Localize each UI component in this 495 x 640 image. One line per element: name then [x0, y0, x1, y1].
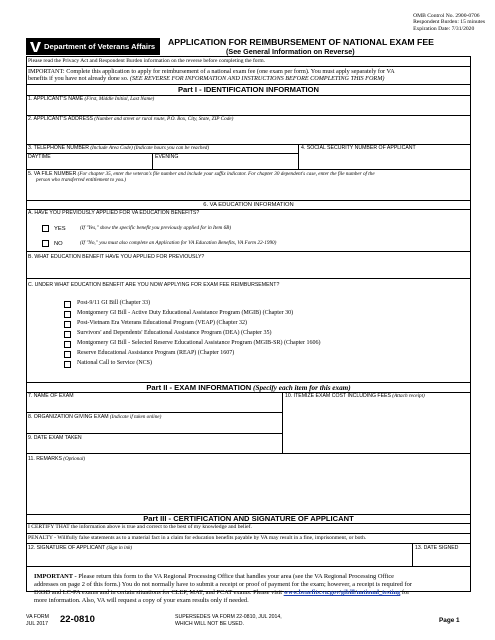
- omb-expiration: Expiration Date: 7/31/2020: [413, 25, 475, 32]
- question-6b: B. WHAT EDUCATION BENEFIT HAVE YOU APPLIED FOR PREVIOUSLY?: [28, 254, 205, 260]
- signature-field[interactable]: [26, 543, 412, 566]
- exam-name-label: 7. NAME OF EXAM: [28, 393, 74, 399]
- applicant-name-label: 1. APPLICANT'S NAME: [28, 96, 84, 102]
- important-note-label: IMPORTANT -: [34, 573, 77, 580]
- benefit-checkbox[interactable]: [64, 311, 71, 318]
- privacy-notice: Please read the Privacy Act and Respondent Burden information on the reverse before completing the form.: [28, 58, 266, 64]
- divider: [26, 533, 471, 534]
- organization-field[interactable]: [26, 412, 282, 433]
- signature-label: 12. SIGNATURE OF APPLICANT: [28, 545, 106, 551]
- benefit-checkbox[interactable]: [64, 351, 71, 358]
- section6-header: 6. VA EDUCATION INFORMATION: [203, 202, 294, 208]
- va-file-number-hint-2: person who transferred entitlement to you.): [36, 177, 127, 183]
- important-text-3: (SEE REVERSE FOR INFORMATION AND INSTRUCTIONS BEFORE COMPLETING THIS FORM): [128, 75, 385, 83]
- important-label: IMPORTANT:: [28, 68, 65, 75]
- omb-burden: Respondent Burden: 15 minutes: [413, 19, 485, 26]
- va-file-number-label: 5. VA FILE NUMBER: [28, 171, 77, 177]
- footer-date: JUL 2017: [26, 621, 49, 627]
- telephone-label-row: [28, 146, 209, 152]
- telephone-label: 3. TELEPHONE NUMBER: [28, 145, 90, 151]
- previous-benefit-field[interactable]: [26, 251, 471, 278]
- important-note-line-1: Please return this form to the VA Regional Processing Office that handles your area (see the VA Regional Processing Office: [76, 573, 395, 580]
- important-note-line-4: more information. Also, VA will request a copy of your exam results only if needed.: [34, 597, 249, 604]
- divider: [26, 66, 471, 67]
- important-note-line-3: DSSD and LC-PA exams and in certain situations for CLEP, MAT, and PCAT exams. Please visit: [34, 589, 284, 596]
- date-signed-field[interactable]: [412, 543, 471, 566]
- date-exam-taken-label: 9. DATE EXAM TAKEN: [28, 435, 82, 441]
- daytime-label: DAYTIME: [28, 154, 51, 160]
- benefit-option: Montgomery GI Bill - Selected Reserve Educational Assistance Program (MGIB-SR) (Chapter 1606): [77, 340, 321, 346]
- divider: [26, 200, 471, 201]
- divider: [26, 566, 471, 567]
- footer-form-number: 22-0810: [60, 614, 95, 625]
- important-note: [34, 573, 412, 605]
- national-testing-link[interactable]: www.benefits.va.gov/gibill/national_testing: [283, 589, 401, 596]
- agency-logo-bar: [26, 38, 160, 55]
- applicant-name-hint: (First, Middle Initial, Last Name): [83, 96, 155, 102]
- va-file-number-field[interactable]: [26, 169, 471, 200]
- part2-header-title: Part II - EXAM INFORMATION: [146, 383, 252, 392]
- important-block: [28, 68, 395, 83]
- benefit-option: Post-9/11 GI Bill (Chapter 33): [77, 300, 151, 306]
- benefit-checkbox[interactable]: [64, 301, 71, 308]
- organization-label: 8. ORGANIZATION GIVING EXAM: [28, 414, 109, 420]
- important-note-line-2: addresses on page 2 of this form.) You do not normally have to submit a receipt or proof of payment for the exam; however, a receipt is required for: [34, 581, 412, 588]
- footer-page-number: Page 1: [439, 617, 460, 624]
- signature-hint: (Sign in ink): [105, 545, 133, 551]
- part2-header: [26, 384, 471, 392]
- important-note-line-3-end: for: [400, 589, 410, 596]
- part3-header: Part III - CERTIFICATION AND SIGNATURE OF APPLICANT: [143, 514, 354, 523]
- agency-name: Department of Veterans Affairs: [44, 42, 156, 51]
- benefit-option: National Call to Service (NCS): [77, 360, 152, 366]
- important-text-1: Complete this application to apply for reimbursement of a national exam fee (one exam per form). You must apply separately for VA: [64, 68, 395, 75]
- remarks-field[interactable]: [26, 453, 471, 514]
- remarks-label: 11. REMARKS: [28, 456, 62, 462]
- benefit-checkbox[interactable]: [64, 341, 71, 348]
- organization-hint: (Indicate if taken online): [108, 414, 162, 420]
- date-exam-taken-field[interactable]: [26, 433, 282, 453]
- remarks-hint: (Optional): [61, 456, 86, 462]
- footer-va-form: VA FORM: [26, 614, 49, 620]
- footer-supersedes-2: WHICH WILL NOT BE USED.: [175, 621, 244, 627]
- benefit-option: Survivors' and Dependents' Educational Assistance Program (DEA) (Chapter 35): [77, 330, 272, 336]
- benefit-option: Reserve Educational Assistance Program (REAP) (Chapter 1607): [77, 350, 235, 356]
- date-signed-label: 13. DATE SIGNED: [415, 545, 459, 551]
- applicant-address-hint: (Number and street or rural route, P.O. Box, City, State, ZIP Code): [93, 116, 234, 122]
- important-text-2: benefits if you have not already done so.: [28, 75, 129, 83]
- telephone-hint: (Include Area Code) (Indicate hours you can be reached): [89, 145, 210, 151]
- benefit-option: Montgomery GI Bill - Active Duty Educational Assistance Program (MGIB) (Chapter 30): [77, 310, 294, 316]
- question-6a: A. HAVE YOU PREVIOUSLY APPLIED FOR VA EDUCATION BENEFITS?: [28, 210, 200, 216]
- question-6c: C. UNDER WHAT EDUCATION BENEFIT ARE YOU NOW APPLYING FOR EXAM FEE REIMBURSEMENT?: [28, 282, 280, 288]
- yes-hint: (If "Yes," show the specific benefit you previously applied for in Item 6B): [80, 225, 232, 231]
- form-subtitle: (See General Information on Reverse): [226, 47, 355, 56]
- form-title: APPLICATION FOR REIMBURSEMENT OF NATIONAL EXAM FEE: [168, 37, 434, 47]
- no-hint: (If "No," you must also complete an Application for VA Education Benefits, VA Form 22-1990): [80, 240, 277, 246]
- exam-name-field[interactable]: [26, 392, 282, 412]
- certify-statement: I CERTIFY THAT the information above is true and correct to the best of my knowledge and belief.: [28, 524, 252, 530]
- part2-header-hint: (Specify each item for this exam): [251, 384, 351, 392]
- evening-label: EVENING: [155, 154, 179, 160]
- part1-header: Part I - IDENTIFICATION INFORMATION: [177, 85, 320, 94]
- omb-control-number: OMB Control No. 2900-0706: [413, 13, 480, 19]
- applicant-address-label: 2. APPLICANT'S ADDRESS: [28, 116, 93, 122]
- applicant-name-field[interactable]: [26, 95, 471, 115]
- omb-block: [413, 13, 485, 32]
- benefit-checkbox[interactable]: [64, 361, 71, 368]
- yes-label: YES: [54, 226, 66, 232]
- exam-cost-field[interactable]: [282, 392, 471, 453]
- benefit-option: Post-Vietnam Era Veterans Educational Program (VEAP) (Chapter 32): [77, 320, 247, 326]
- daytime-phone-field[interactable]: [26, 153, 152, 169]
- evening-phone-field[interactable]: [152, 153, 298, 169]
- exam-cost-label: 10. ITEMIZE EXAM COST INCLUDING FEES: [285, 393, 391, 399]
- no-checkbox[interactable]: [42, 240, 49, 247]
- exam-cost-hint: (Attach receipt): [390, 393, 425, 399]
- benefit-checkbox[interactable]: [64, 331, 71, 338]
- no-label: NO: [54, 241, 63, 247]
- va-file-number-hint-1: (For chapter 35, enter the veteran's file number and include your suffix indicator. For chapter 30 dependent's case, enter the file number of the: [76, 171, 375, 177]
- yes-checkbox[interactable]: [42, 225, 49, 232]
- divider: [26, 278, 471, 279]
- footer-supersedes-1: SUPERSEDES VA FORM 22-0810, JUL 2014,: [175, 614, 282, 620]
- applicant-address-field[interactable]: [26, 115, 471, 144]
- va-seal-icon: [29, 40, 42, 53]
- ssn-field[interactable]: [298, 144, 471, 169]
- benefit-checkbox[interactable]: [64, 321, 71, 328]
- penalty-statement: PENALTY - Willfully false statements as to a material fact in a claim for education benefits payable by VA may result in a fine, imprisonment, or both.: [28, 535, 367, 541]
- ssn-label: 4. SOCIAL SECURITY NUMBER OF APPLICANT: [301, 145, 416, 151]
